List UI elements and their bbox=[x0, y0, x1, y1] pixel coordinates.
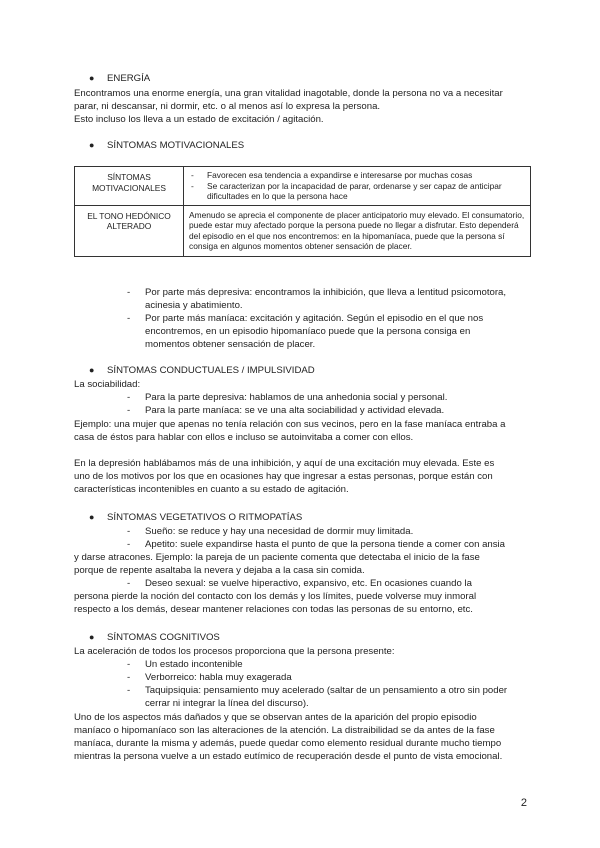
conductuales-example-line-1: Ejemplo: una mujer que apenas no tenía relación con sus vecinos, pero en la fase maníaca entraba a bbox=[74, 419, 506, 430]
conductuales-para-line-2: uno de los motivos por los que en ocasiones hay que ingresar a estas personas, porque están con bbox=[74, 471, 493, 482]
cognitivos-dash-3-line-2: cerrar ni integrar la línea del discurso). bbox=[145, 698, 309, 709]
vegetativos-dash-2-cont-1: y darse atracones. Ejemplo: la pareja de un paciente comenta que detectaba el inicio de la fase bbox=[74, 552, 480, 563]
cognitivos-para-line-3: maníaca, durante la misma y además, puede quedar como elemento residual durante mucho tiempo bbox=[74, 738, 502, 749]
dash-icon: - bbox=[127, 539, 131, 550]
table-row bbox=[75, 205, 531, 256]
cognitivos-dash-3-line-1: Taquipsiquia: pensamiento muy acelerado (saltar de un pensamiento a otro sin poder bbox=[145, 685, 508, 696]
motivacionales-dash-2-line-2: encontremos, en un episodio hipomaníaco puede que la persona consiga en bbox=[145, 326, 471, 337]
heading-energia: ENERGÍA bbox=[107, 73, 151, 84]
vegetativos-dash-2: Apetito: suele expandirse hasta el punto de que la persona tiende a comer con ansia bbox=[145, 539, 506, 550]
page-number: 2 bbox=[520, 797, 527, 809]
conductuales-para-line-1: En la depresión hablábamos más de una inhibición, y aquí de una excitación muy elevada. Este es bbox=[74, 458, 495, 469]
bullet-icon: ● bbox=[89, 512, 95, 522]
bullet-icon: ● bbox=[89, 140, 95, 150]
motivational-symptoms-table bbox=[74, 166, 531, 257]
table-cell-label: SÍNTOMAS MOTIVACIONALES bbox=[75, 167, 184, 206]
vegetativos-dash-3: Deseo sexual: se vuelve hiperactivo, expansivo, etc. En ocasiones cuando la bbox=[145, 578, 472, 589]
table-cell-list bbox=[189, 170, 525, 202]
bullet-icon: ● bbox=[89, 632, 95, 642]
dash-icon: - bbox=[127, 405, 131, 416]
energia-line-2: parar, ni descansar, ni dormir, etc. o al menos así lo expresa la persona. bbox=[74, 101, 381, 112]
conductuales-subheading: La sociabilidad: bbox=[74, 379, 141, 390]
motivacionales-dash-1-line-2: acinesia y abatimiento. bbox=[145, 300, 243, 311]
heading-motivacionales: SÍNTOMAS MOTIVACIONALES bbox=[107, 140, 245, 151]
motivacionales-dash-1-line-1: Por parte más depresiva: encontramos la inhibición, que lleva a lentitud psicomotora, bbox=[145, 287, 507, 298]
dash-icon: - bbox=[127, 526, 131, 537]
vegetativos-dash-3-cont-1: persona pierde la noción del contacto con los demás y los límites, puede volverse muy inmoral bbox=[74, 591, 477, 602]
list-item: - Se caracterizan por la incapacidad de parar, ordenarse y ser capaz de anticipar dificultades en lo que la persona hace bbox=[207, 181, 525, 202]
cognitivos-para-line-1: Uno de los aspectos más dañados y que se observan antes de la aparición del propio episodio bbox=[74, 712, 477, 723]
motivacionales-dash-2-line-1: Por parte más maníaca: excitación y agitación. Según el episodio en el que nos bbox=[145, 313, 484, 324]
vegetativos-dash-1: Sueño: se reduce y hay una necesidad de dormir muy limitada. bbox=[145, 526, 414, 537]
dash-icon: - bbox=[127, 659, 131, 670]
motivacionales-dash-2-line-3: momentos obtener sensación de placer. bbox=[145, 339, 316, 350]
conductuales-example-line-2: casa de éstos para hablar con ellos e incluso se autoinvitaba a comer con ellos. bbox=[74, 432, 414, 443]
heading-vegetativos: SÍNTOMAS VEGETATIVOS O RITMOPATÍAS bbox=[107, 512, 303, 523]
table-row bbox=[75, 167, 531, 206]
table-cell-content bbox=[184, 167, 531, 206]
cognitivos-subheading: La aceleración de todos los procesos proporciona que la persona presente: bbox=[74, 646, 395, 657]
dash-icon: - bbox=[127, 672, 131, 683]
energia-line-1: Encontramos una enorme energía, una gran vitalidad inagotable, donde la persona no va a necesitar bbox=[74, 88, 503, 99]
vegetativos-dash-3-cont-2: respecto a los demás, desear mantener relaciones con todas las personas de su entorno, etc. bbox=[74, 604, 473, 615]
cognitivos-dash-2: Verborreico: habla muy exagerada bbox=[145, 672, 292, 683]
dash-icon: - bbox=[127, 685, 131, 696]
bullet-icon: ● bbox=[89, 365, 95, 375]
bullet-icon: ● bbox=[89, 73, 95, 83]
dash-icon: - bbox=[127, 313, 131, 324]
heading-conductuales: SÍNTOMAS CONDUCTUALES / IMPULSIVIDAD bbox=[107, 365, 315, 376]
conductuales-dash-1: Para la parte depresiva: hablamos de una anhedonia social y personal. bbox=[145, 392, 448, 403]
cognitivos-para-line-4: mientras la persona vuelve a un estado eutímico de recuperación desde el punto de vista emocional. bbox=[74, 751, 503, 762]
cognitivos-para-line-2: maníaco o hipomaníaco son las alteraciones de la atención. La distraibilidad se da antes de la fase bbox=[74, 725, 495, 736]
heading-cognitivos: SÍNTOMAS COGNITIVOS bbox=[107, 632, 220, 643]
conductuales-para-line-3: características incontenibles en cuanto a su estado de agitación. bbox=[74, 484, 349, 495]
table-cell-content: Amenudo se aprecia el componente de placer anticipatorio muy elevado. El consumatorio, puede estar muy afectado porque la persona puede no llegar a disfrutar. Esto dependerá del episodio en el que nos encontremos: en la hipomaníaca, puede que la persona sí consiga en algunos momentos obtener sensación de placer. bbox=[184, 205, 531, 256]
dash-icon: - bbox=[127, 578, 131, 589]
table-cell-label: EL TONO HEDÓNICO ALTERADO bbox=[75, 205, 184, 256]
energia-line-3: Esto incluso los lleva a un estado de excitación / agitación. bbox=[74, 114, 324, 125]
conductuales-dash-2: Para la parte maníaca: se ve una alta sociabilidad y actividad elevada. bbox=[145, 405, 445, 416]
dash-icon: - bbox=[127, 392, 131, 403]
dash-icon: - bbox=[127, 287, 131, 298]
cognitivos-dash-1: Un estado incontenible bbox=[145, 659, 243, 670]
vegetativos-dash-2-cont-2: porque de repente asaltaba la nevera y dejaba a la casa sin comida. bbox=[74, 565, 365, 576]
list-item: - Favorecen esa tendencia a expandirse e interesarse por muchas cosas bbox=[207, 170, 525, 181]
